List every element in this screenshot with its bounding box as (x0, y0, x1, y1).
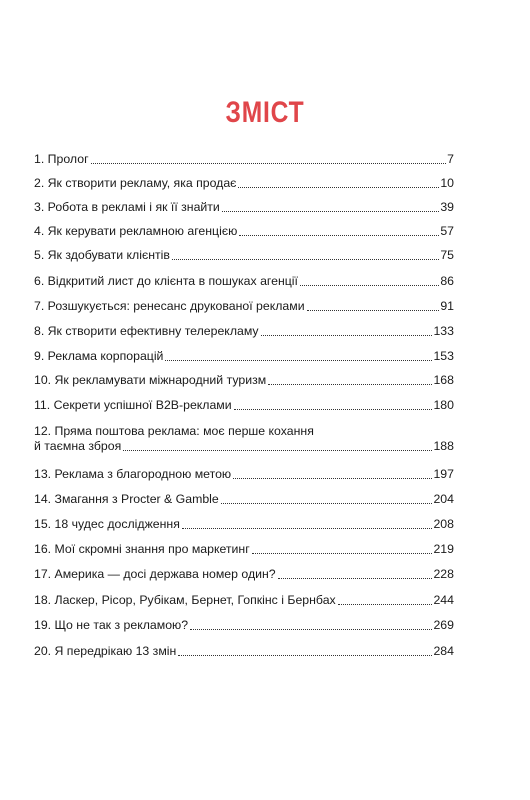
toc-entry (34, 176, 454, 191)
toc-entry-title: 5. Як здобувати клієнтів (34, 248, 170, 262)
toc-entry-title: 1. Пролог (34, 152, 89, 166)
toc-page-number: 133 (433, 324, 454, 338)
dot-leader (307, 310, 440, 311)
toc-entry-title: 19. Що не так з рекламою? (34, 618, 189, 632)
toc-entry (34, 398, 454, 413)
toc-page-number: 219 (433, 542, 454, 556)
toc-entry (34, 248, 454, 263)
toc-page-number: 10 (440, 176, 454, 190)
toc-page-number: 75 (440, 248, 454, 262)
toc-entry-title: 4. Як керувати рекламною агенцією (34, 224, 238, 238)
toc-entry-title: 18. Ласкер, Рісор, Рубікам, Бернет, Гопкінс і Бернбах (34, 593, 336, 607)
toc-entry (34, 274, 454, 289)
toc-entry (34, 200, 454, 215)
toc-page-number: 284 (433, 644, 454, 658)
toc-entry-title: 9. Реклама корпорацій (34, 349, 164, 363)
toc-entry (34, 224, 454, 239)
toc-entry-title: 2. Як створити рекламу, яка продає (34, 176, 237, 190)
dot-leader (234, 409, 433, 410)
dot-leader (222, 211, 440, 212)
toc-entry (34, 567, 454, 582)
page-title: ЗМІСТ (225, 96, 305, 129)
dot-leader (91, 163, 447, 164)
dot-leader (123, 450, 432, 451)
toc-entry (34, 618, 454, 633)
toc-entry (34, 492, 454, 507)
toc-page-number: 244 (433, 593, 454, 607)
toc-page-number: 86 (440, 274, 454, 288)
toc-entry (34, 373, 454, 388)
toc-page-number: 228 (433, 567, 454, 581)
dot-leader (300, 285, 439, 286)
toc-page-number: 269 (433, 618, 454, 632)
toc-page-number: 153 (433, 349, 454, 363)
toc-entry (34, 324, 454, 339)
toc-page-number: 180 (433, 398, 454, 412)
toc-entry-title: 7. Розшукується: ренесанс друкованої реклами (34, 299, 305, 313)
toc-entry (34, 644, 454, 659)
toc-page-number: 208 (433, 517, 454, 531)
dot-leader (252, 553, 433, 554)
toc-page-number: 204 (433, 492, 454, 506)
dot-leader (190, 629, 432, 630)
toc-page-number: 7 (447, 152, 454, 166)
dot-leader (238, 187, 439, 188)
dot-leader (182, 528, 433, 529)
toc-entry-title-continued: й таємна зброя (34, 439, 122, 453)
toc-entry (34, 542, 454, 557)
toc-entry-title: 12. Пряма поштова реклама: моє перше кохання (34, 424, 314, 438)
toc-page-number: 188 (433, 439, 454, 453)
toc-entry-title: 10. Як рекламувати міжнародний туризм (34, 373, 267, 387)
toc-entry-title: 8. Як створити ефективну телерекламу (34, 324, 259, 338)
toc-entry-title: 16. Мої скромні знання про маркетинг (34, 542, 250, 556)
toc-page-number: 168 (433, 373, 454, 387)
toc-entry-title: 6. Відкритий лист до клієнта в пошуках агенції (34, 274, 298, 288)
toc-entry-title: 15. 18 чудес дослідження (34, 517, 180, 531)
toc-page-number: 197 (433, 467, 454, 481)
toc-page-number: 39 (440, 200, 454, 214)
dot-leader (165, 360, 432, 361)
toc-entry-title: 11. Секрети успішної B2B-реклами (34, 398, 232, 412)
toc-entry-title: 20. Я передрікаю 13 змін (34, 644, 177, 658)
toc-entry (34, 424, 454, 454)
toc-page-number: 57 (440, 224, 454, 238)
toc-entry (34, 152, 454, 167)
toc-entry-title: 3. Робота в рекламі і як її знайти (34, 200, 220, 214)
toc-entry (34, 517, 454, 532)
dot-leader (172, 259, 439, 260)
toc-entry (34, 299, 454, 314)
toc-entry (34, 467, 454, 482)
toc-entry-title: 13. Реклама з благородною метою (34, 467, 232, 481)
dot-leader (268, 384, 432, 385)
dot-leader (178, 655, 432, 656)
toc-entry-title: 14. Змагання з Procter & Gamble (34, 492, 219, 506)
toc-entry (34, 593, 454, 608)
toc-entry-title: 17. Америка — досі держава номер один? (34, 567, 276, 581)
dot-leader (261, 335, 433, 336)
toc-page-number: 91 (440, 299, 454, 313)
dot-leader (239, 235, 439, 236)
dot-leader (221, 503, 433, 504)
dot-leader (278, 578, 433, 579)
dot-leader (233, 478, 432, 479)
toc-entry (34, 349, 454, 364)
dot-leader (338, 604, 433, 605)
